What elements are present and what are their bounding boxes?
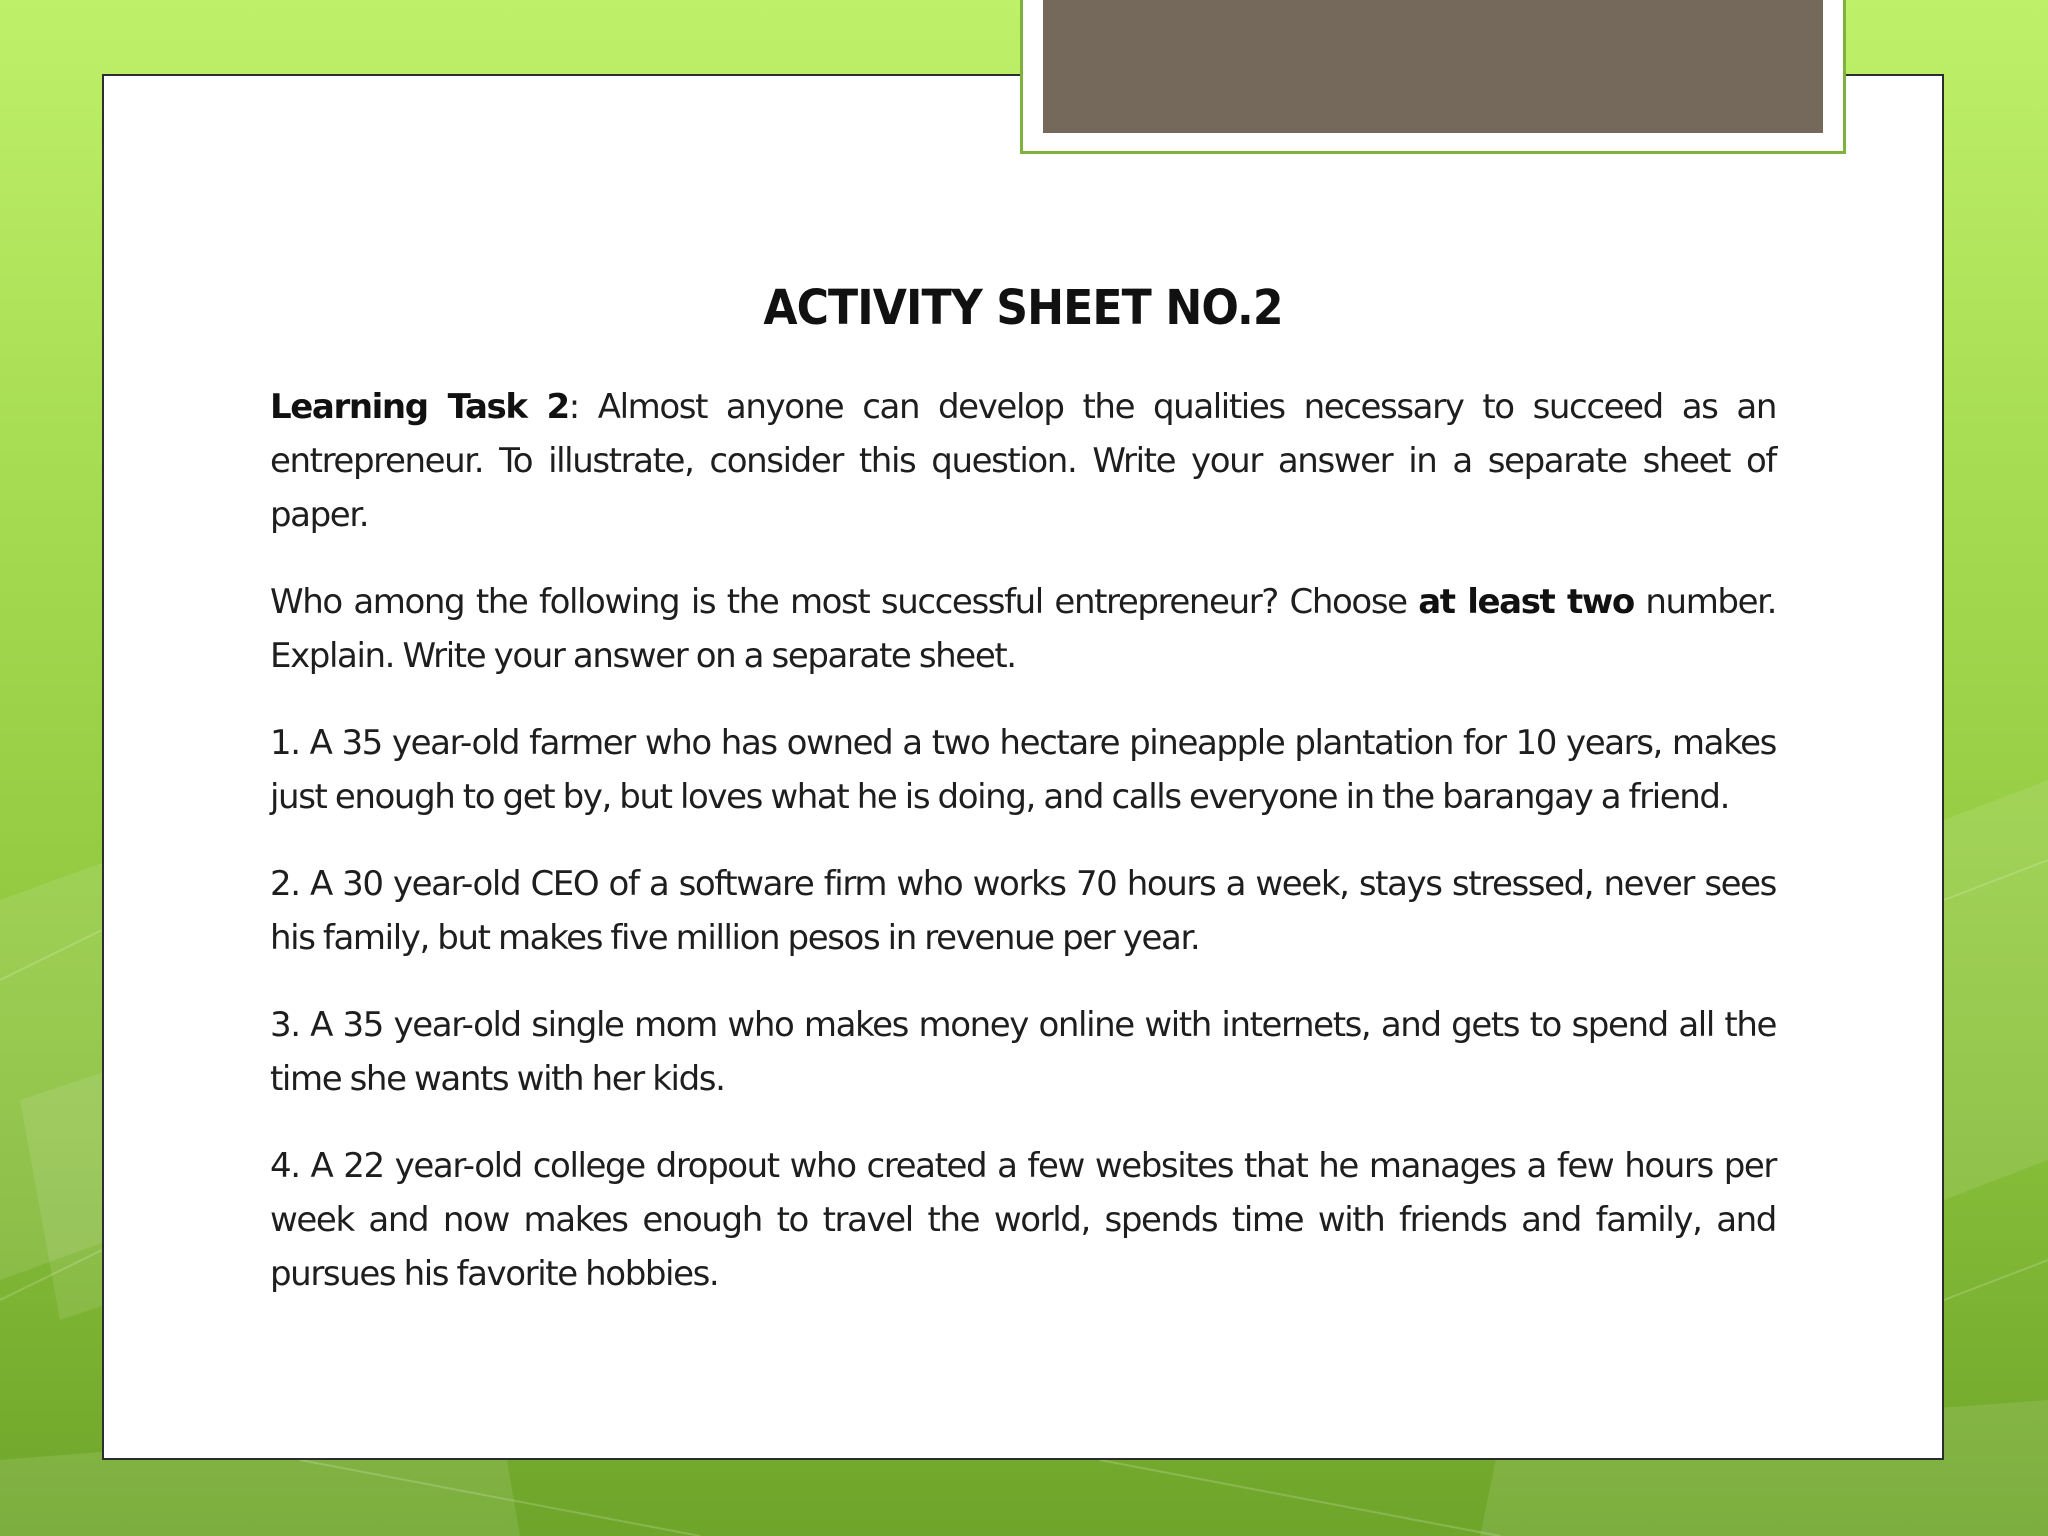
- activity-sheet-title: ACTIVITY SHEET NO.2: [763, 280, 1283, 336]
- option-2: 2. A 30 year-old CEO of a software firm who works 70 hours a week, stays stressed, never sees his family, but makes five million pesos in revenue per year.: [270, 864, 1776, 958]
- question-emphasis: at least two: [1418, 582, 1634, 622]
- question-text-before: Who among the following is the most successful entrepreneur? Choose: [270, 582, 1419, 622]
- option-1: 1. A 35 year-old farmer who has owned a two hectare pineapple plantation for 10 years, makes just enough to get by, but loves what he is doing, and calls everyone in the barangay a friend.: [270, 723, 1776, 817]
- activity-sheet: [270, 270, 1776, 1334]
- title-placeholder-fill: [1043, 0, 1823, 133]
- question-paragraph: [270, 575, 1776, 683]
- option-4: 4. A 22 year-old college dropout who created a few websites that he manages a few hours per week and now makes enough to travel the world, spends time with friends and family, and pursues his favorite hobbies.: [270, 1146, 1776, 1294]
- option-3: 3. A 35 year-old single mom who makes money online with internets, and gets to spend all the time she wants with her kids.: [270, 1005, 1776, 1099]
- question-text-after: number. Explain. Write your answer on a separate sheet.: [270, 582, 1776, 676]
- title-placeholder-box: [1020, 0, 1846, 154]
- learning-task-label: Learning Task 2: [270, 387, 569, 427]
- learning-task-text: : Almost anyone can develop the qualities necessary to succeed as an entrepreneur. To illustrate, consider this question. Write your answer in a separate sheet of paper.: [270, 387, 1776, 535]
- learning-task-paragraph: [270, 380, 1776, 542]
